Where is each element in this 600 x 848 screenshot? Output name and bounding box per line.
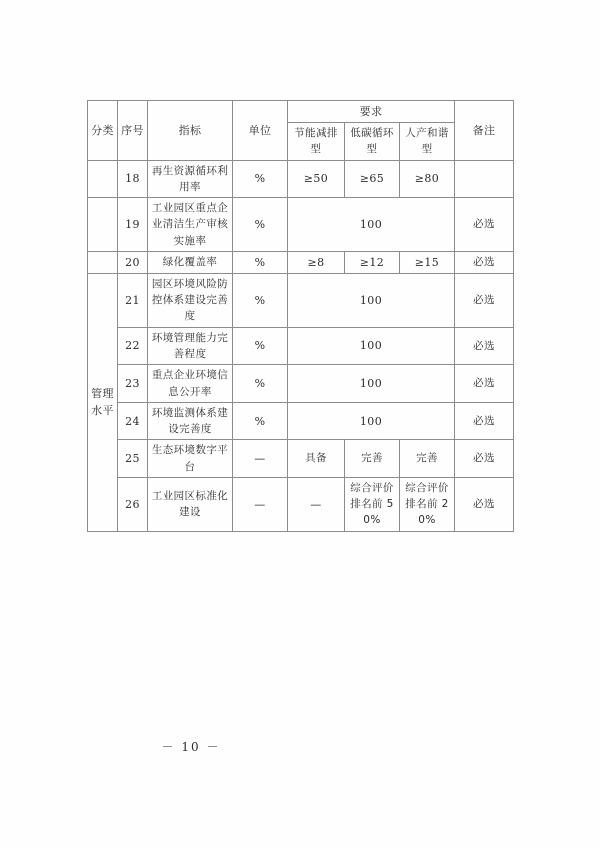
row-category-management-level: 管理水平 [88,273,118,531]
row-note: 必选 [455,477,514,531]
row-index: 26 [118,477,148,531]
header-requirement-low-carbon: 低碳循环型 [345,123,400,161]
row-req-3: ≥15 [400,251,455,273]
row-note: 必选 [455,198,514,252]
row-req-2: ≥65 [345,160,400,198]
table-row [88,251,514,273]
table-row [88,440,514,478]
row-indicator: 园区环境风险防控体系建设完善度 [148,273,233,327]
header-requirement-group: 要求 [288,101,455,123]
row-req-1: ≥8 [288,251,345,273]
row-req-1: ≥50 [288,160,345,198]
header-requirement-energy-saving: 节能减排型 [288,123,345,161]
row-req-1: 具备 [288,440,345,478]
table-row [88,273,514,327]
row-note: 必选 [455,440,514,478]
page-number: － 10 － [161,740,221,754]
table-body [88,160,514,531]
row-req-3: ≥80 [400,160,455,198]
page-footer [0,738,600,755]
spec-table-container [87,100,513,532]
indicator-requirements-table [87,100,514,532]
row-unit: % [233,251,288,273]
row-index: 20 [118,251,148,273]
row-note: 必选 [455,327,514,365]
row-indicator: 环境监测体系建设完善度 [148,402,233,440]
row-indicator: 工业园区重点企业清洁生产审核实施率 [148,198,233,252]
row-unit: % [233,365,288,403]
row-indicator: 再生资源循环利用率 [148,160,233,198]
row-index: 22 [118,327,148,365]
row-index: 25 [118,440,148,478]
table-row [88,198,514,252]
row-indicator: 环境管理能力完善程度 [148,327,233,365]
header-index: 序号 [118,101,148,161]
row-note: 必选 [455,402,514,440]
header-unit: 单位 [233,101,288,161]
row-req-merged: 100 [288,365,455,403]
row-note [455,160,514,198]
row-indicator: 工业园区标准化建设 [148,477,233,531]
row-note: 必选 [455,365,514,403]
row-category-blank [88,160,118,198]
row-req-merged: 100 [288,198,455,252]
row-unit: % [233,402,288,440]
row-req-2: ≥12 [345,251,400,273]
table-row [88,365,514,403]
table-row [88,402,514,440]
row-req-3: 综合评价排名前 20% [400,477,455,531]
row-index: 23 [118,365,148,403]
row-index: 24 [118,402,148,440]
row-unit: % [233,198,288,252]
header-note: 备注 [455,101,514,161]
row-unit: — [233,440,288,478]
row-req-3: 完善 [400,440,455,478]
row-indicator: 绿化覆盖率 [148,251,233,273]
table-row [88,327,514,365]
header-category: 分类 [88,101,118,161]
header-indicator: 指标 [148,101,233,161]
row-category-blank [88,251,118,273]
header-row-top [88,101,514,123]
row-unit: % [233,160,288,198]
row-unit: % [233,273,288,327]
row-req-1: — [288,477,345,531]
row-req-2: 完善 [345,440,400,478]
row-note: 必选 [455,251,514,273]
row-indicator: 重点企业环境信息公开率 [148,365,233,403]
row-category-blank [88,198,118,252]
header-requirement-harmony: 人产和谐型 [400,123,455,161]
table-header [88,101,514,161]
row-req-merged: 100 [288,402,455,440]
row-indicator: 生态环境数字平台 [148,440,233,478]
row-req-merged: 100 [288,327,455,365]
table-row [88,160,514,198]
row-req-merged: 100 [288,273,455,327]
row-req-2: 综合评价排名前 50% [345,477,400,531]
row-note: 必选 [455,273,514,327]
row-index: 18 [118,160,148,198]
row-index: 19 [118,198,148,252]
row-unit: % [233,327,288,365]
table-row [88,477,514,531]
row-index: 21 [118,273,148,327]
row-unit: — [233,477,288,531]
